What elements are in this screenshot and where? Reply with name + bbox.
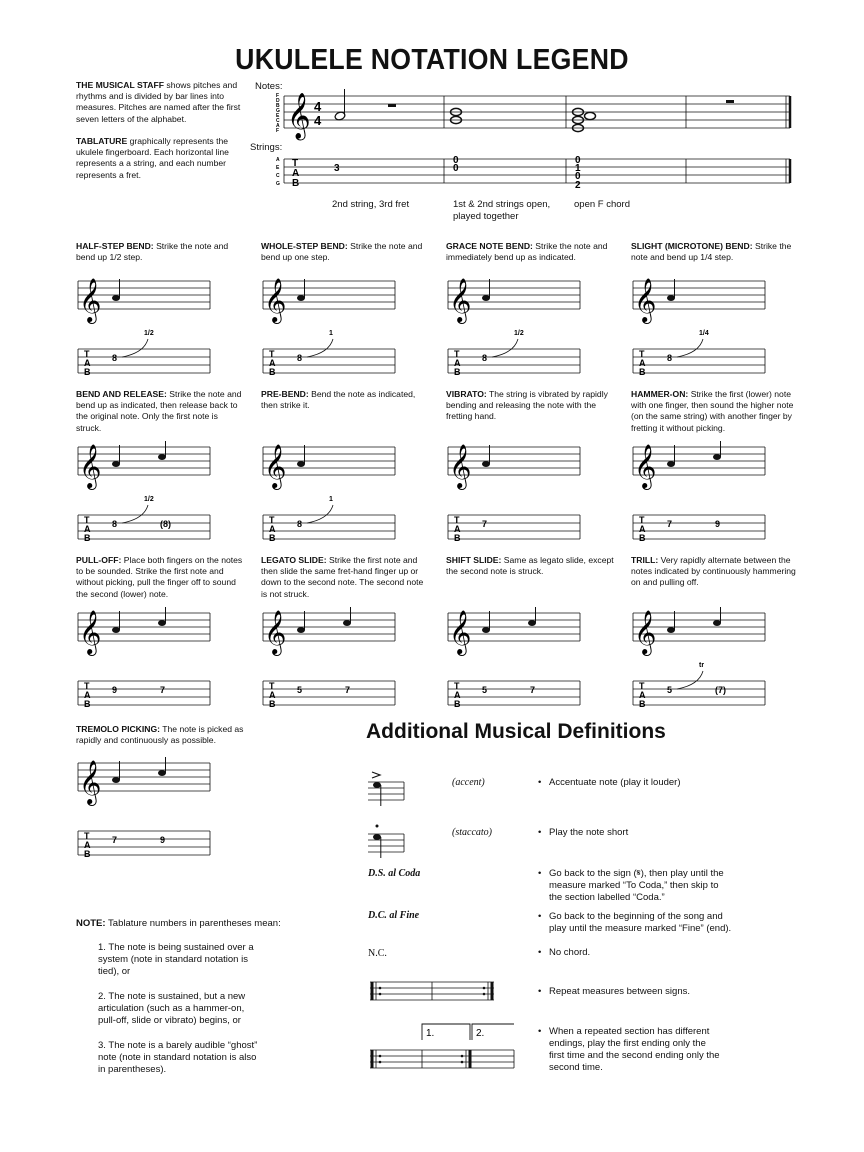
technique-text: Bend the note as indicated, then strike it. [261, 389, 416, 411]
pitch-letter: A [276, 123, 280, 129]
bend-amount: 1/4 [699, 330, 709, 337]
svg-text:A: A [269, 524, 276, 534]
tab-number: 5 [482, 685, 488, 695]
technique-text: Strike the note and bend up as indicated, then release back to the original note. Only the first note is struck. [76, 389, 242, 433]
tab-number: 7 [112, 835, 118, 845]
technique-description [76, 241, 244, 263]
bend-arrow-icon [122, 505, 148, 523]
pitch-letter: C [276, 118, 280, 124]
def-term-dc-al-fine: D.C. al Fine [368, 910, 420, 921]
svg-text:A: A [84, 524, 91, 534]
tab-heading: TABLATURE [76, 136, 128, 146]
technique-description [261, 241, 429, 263]
tab-number: 7 [345, 685, 351, 695]
def-desc-dc-al-fine: Go back to the beginning of the song and play until the measure marked “Fine” (end). [549, 911, 732, 934]
def-term-staccato: (staccato) [452, 827, 492, 838]
tab-text: graphically represents the ukulele fingerboard. Each horizontal line represents a a string, and each number represents a fret. [76, 136, 229, 180]
technique-notation [261, 607, 401, 717]
technique-text: Strike the note and bend up 1/2 step. [76, 241, 229, 263]
svg-text:T: T [639, 681, 645, 691]
top-example-notation [260, 85, 800, 195]
svg-text:T: T [84, 681, 90, 691]
treble-clef-icon: 𝄞 [79, 612, 102, 654]
def-term-nc: N.C. [368, 948, 387, 959]
treble-clef-icon: 𝄞 [449, 280, 472, 322]
svg-text:B: B [639, 533, 646, 543]
staff-text: shows pitches and rhythms and is divided by bar lines into measures. Pitches are named after the first seven letters of the alphabet. [76, 80, 241, 124]
technique-description [76, 555, 244, 600]
technique-description [631, 241, 799, 263]
bend-arrow-icon [677, 339, 703, 357]
technique-text: Strike the note and bend up 1/4 step. [631, 241, 792, 263]
technique-heading: TREMOLO PICKING: [76, 724, 161, 734]
tab-number: (8) [160, 519, 171, 529]
string-letter: E [276, 165, 280, 171]
technique-heading: SHIFT SLIDE: [446, 555, 502, 565]
repeat-signs-icon [368, 978, 498, 1008]
technique-notation [76, 607, 216, 717]
svg-text:T: T [84, 515, 90, 525]
svg-text:B: B [639, 367, 646, 377]
treble-clef-icon: 𝄞 [264, 280, 287, 322]
technique-notation [631, 275, 771, 385]
tab-number: 0 [575, 171, 581, 182]
svg-text:B: B [84, 849, 91, 859]
svg-text:T: T [639, 349, 645, 359]
tab-number: 1 [575, 163, 581, 174]
tab-number: 3 [334, 163, 340, 174]
ending-2: 2. [476, 1028, 485, 1039]
bend-arrow-icon [307, 339, 333, 357]
treble-clef-icon: 𝄞 [634, 612, 657, 654]
tab-letter: A [292, 168, 300, 179]
note-heading: NOTE: [76, 918, 106, 929]
svg-text:T: T [84, 349, 90, 359]
svg-text:B: B [454, 533, 461, 543]
string-letter: A [276, 157, 280, 163]
note-item-1: 1. The note is being sustained over a system (note in standard notation is tied), or [98, 942, 254, 977]
bend-arrow-icon [307, 505, 333, 523]
technique-heading: HALF-STEP BEND: [76, 241, 154, 251]
svg-text:B: B [454, 367, 461, 377]
treble-clef-icon: 𝄞 [264, 446, 287, 488]
technique-notation [76, 757, 216, 867]
treble-clef-icon: 𝄞 [79, 280, 102, 322]
time-sig-bottom: 4 [314, 113, 322, 128]
notes-label: Notes: [255, 81, 283, 92]
treble-clef-icon: 𝄞 [634, 446, 657, 488]
note-intro-text: Tablature numbers in parentheses mean: [108, 918, 281, 929]
staff-lines [284, 96, 790, 128]
tab-number: 0 [453, 155, 459, 166]
technique-description [631, 389, 799, 434]
half-rest-icon [388, 104, 396, 107]
technique-notation [446, 607, 586, 717]
treble-clef-icon: 𝄞 [264, 612, 287, 654]
technique-heading: PRE-BEND: [261, 389, 309, 399]
def-term-accent: (accent) [452, 777, 485, 788]
page-title: UKULELE NOTATION LEGEND [235, 44, 629, 76]
tab-clef [292, 158, 299, 189]
def-desc-repeat: Repeat measures between signs. [549, 986, 690, 997]
treble-clef-icon: 𝄞 [287, 93, 311, 139]
svg-text:A: A [639, 524, 646, 534]
def-desc-ds-al-coda: Go back to the sign (𝄋), then play until the measure marked “To Coda,” then skip to the section labelled “Coda.” [549, 868, 724, 903]
technique-description [446, 241, 614, 263]
technique-heading: BEND AND RELEASE: [76, 389, 167, 399]
tab-number: 9 [160, 835, 166, 845]
bend-amount: 1/2 [144, 496, 154, 503]
technique-text: Strike the first note and then slide the same fret-hand finger up or down to the second note. The second note is not struck. [261, 555, 424, 599]
half-rest-icon [726, 100, 734, 103]
pitch-letter: D [276, 98, 280, 104]
technique-notation [261, 275, 401, 385]
bend-amount: 1/2 [144, 330, 154, 337]
definitions-title: Additional Musical Definitions [366, 720, 666, 743]
tab-number: 7 [667, 519, 673, 529]
svg-text:B: B [639, 699, 646, 709]
svg-text:A: A [639, 358, 646, 368]
technique-notation [76, 275, 216, 385]
note-item-2: 2. The note is sustained, but a new articulation (such as a hammer-on, pull-off, slide or vibrato) begins, or [98, 991, 246, 1026]
svg-text:A: A [84, 358, 91, 368]
bend-arrow-icon [122, 339, 148, 357]
tab-number: 7 [530, 685, 536, 695]
bend-amount: 1 [329, 330, 333, 337]
treble-clef-icon: 𝄞 [449, 446, 472, 488]
svg-text:A: A [84, 840, 91, 850]
svg-text:T: T [84, 831, 90, 841]
treble-clef-icon: 𝄞 [634, 280, 657, 322]
svg-text:B: B [84, 367, 91, 377]
tab-number: 9 [715, 519, 721, 529]
tab-number: 8 [297, 353, 303, 363]
svg-text:B: B [269, 699, 276, 709]
technique-notation [76, 441, 216, 551]
bend-amount: 1 [329, 496, 333, 503]
technique-heading: PULL-OFF: [76, 555, 122, 565]
svg-text:T: T [269, 681, 275, 691]
tab-number: 8 [112, 519, 118, 529]
pitch-letter: F [276, 93, 280, 99]
def-bullet: • [538, 986, 542, 997]
svg-text:A: A [269, 358, 276, 368]
svg-text:B: B [84, 533, 91, 543]
technique-heading: HAMMER-ON: [631, 389, 689, 399]
svg-text:T: T [269, 515, 275, 525]
tab-number: 0 [453, 163, 459, 174]
def-desc-accent: Accentuate note (play it louder) [549, 777, 681, 788]
pitch-letter: B [276, 103, 280, 109]
technique-text: Same as legato slide, except the second note is struck. [446, 555, 614, 577]
def-bullet: • [538, 911, 542, 922]
tab-number: 8 [297, 519, 303, 529]
tab-letter: T [292, 158, 299, 169]
string-letter: G [276, 181, 280, 187]
ending-1: 1. [426, 1028, 435, 1039]
tab-number: 8 [482, 353, 488, 363]
svg-text:B: B [269, 367, 276, 377]
pitch-letter: F [276, 128, 280, 134]
def-bullet: • [538, 777, 542, 788]
tab-number: (7) [715, 685, 726, 695]
tab-number: 7 [160, 685, 166, 695]
staff-description [76, 80, 241, 125]
pitch-letter: E [276, 113, 280, 119]
def-bullet: • [538, 868, 542, 879]
tab-number: 8 [112, 353, 118, 363]
technique-description [446, 555, 614, 577]
svg-text:A: A [84, 690, 91, 700]
technique-heading: GRACE NOTE BEND: [446, 241, 533, 251]
note-item-3: 3. The note is a barely audible “ghost” note (note in standard notation is also in parentheses). [98, 1040, 258, 1075]
def-desc-endings: When a repeated section has different endings, play the first ending only the first time and the second ending only the second time. [549, 1026, 720, 1073]
tab-lines [284, 159, 790, 183]
svg-text:T: T [454, 515, 460, 525]
pitch-letters [276, 93, 280, 134]
treble-clef-icon: 𝄞 [79, 762, 102, 804]
technique-text: Strike the note and bend up one step. [261, 241, 423, 263]
svg-text:T: T [454, 681, 460, 691]
caption-3: open F chord [574, 199, 630, 210]
accent-icon [368, 768, 408, 808]
tab-number: 8 [667, 353, 673, 363]
string-letter: C [276, 173, 280, 179]
tab-number: 2 [575, 180, 581, 191]
technique-notation [261, 441, 401, 551]
technique-text: Very rapidly alternate between the notes indicated by continuously hammering on and pulling off. [631, 555, 796, 588]
technique-heading: TRILL: [631, 555, 659, 565]
string-letters [276, 157, 280, 187]
tab-numbers [334, 155, 581, 191]
svg-text:A: A [269, 690, 276, 700]
def-bullet: • [538, 827, 542, 838]
technique-text: Place both fingers on the notes to be sounded. Strike the first note and without picking, pull the finger off to sound the second (lower) note. [76, 555, 243, 599]
svg-text:A: A [639, 690, 646, 700]
technique-description [446, 389, 614, 423]
technique-description [261, 389, 429, 411]
technique-description [76, 389, 244, 434]
svg-text:A: A [454, 690, 461, 700]
treble-clef-icon: 𝄞 [79, 446, 102, 488]
staff-heading: THE MUSICAL STAFF [76, 80, 165, 90]
svg-text:B: B [454, 699, 461, 709]
technique-heading: WHOLE-STEP BEND: [261, 241, 348, 251]
bend-arrow-icon [677, 671, 703, 689]
svg-text:B: B [269, 533, 276, 543]
technique-heading: SLIGHT (MICROTONE) BEND: [631, 241, 753, 251]
svg-text:T: T [639, 515, 645, 525]
def-desc-staccato: Play the note short [549, 827, 629, 838]
time-sig-top: 4 [314, 99, 322, 114]
technique-notation [446, 441, 586, 551]
bend-amount: 1/2 [514, 330, 524, 337]
def-term-ds-al-coda: D.S. al Coda [368, 868, 421, 879]
tab-number: 7 [482, 519, 488, 529]
technique-notation [631, 441, 771, 551]
caption-2: 1st & 2nd strings open, played together [453, 199, 551, 222]
strings-label: Strings: [250, 142, 283, 153]
technique-description [76, 724, 244, 746]
technique-notation [446, 275, 586, 385]
whole-note-icon [585, 112, 596, 119]
tab-number: 5 [667, 685, 673, 695]
caption-1: 2nd string, 3rd fret [332, 199, 410, 210]
tab-number: 9 [112, 685, 118, 695]
def-desc-nc: No chord. [549, 947, 591, 958]
bend-amount: tr [699, 662, 705, 669]
svg-text:T: T [454, 349, 460, 359]
tab-description [76, 136, 241, 181]
treble-clef-icon: 𝄞 [449, 612, 472, 654]
tab-number: 0 [575, 155, 581, 166]
technique-text: The string is vibrated by rapidly bending and releasing the note with the fretting hand. [446, 389, 608, 422]
endings-icon [368, 1020, 518, 1080]
svg-text:T: T [269, 349, 275, 359]
technique-text: The note is picked as rapidly and continuously as possible. [76, 724, 244, 746]
technique-description [631, 555, 799, 589]
def-bullet: • [538, 947, 542, 958]
technique-description [261, 555, 429, 600]
bend-arrow-icon [492, 339, 518, 357]
svg-text:B: B [84, 699, 91, 709]
technique-notation [631, 607, 771, 717]
pitch-letter: G [276, 108, 280, 114]
technique-text: Strike the note and immediately bend up as indicated. [446, 241, 608, 263]
technique-heading: VIBRATO: [446, 389, 487, 399]
technique-text: Strike the first (lower) note with one finger, then sound the higher note (on the same string) with another finger by fretting it without picking. [631, 389, 794, 433]
technique-heading: LEGATO SLIDE: [261, 555, 327, 565]
def-bullet: • [538, 1026, 542, 1037]
svg-text:A: A [454, 524, 461, 534]
note-intro [76, 918, 281, 930]
svg-text:A: A [454, 358, 461, 368]
tab-number: 5 [297, 685, 303, 695]
tab-letter: B [292, 178, 300, 189]
staccato-icon [368, 820, 408, 860]
